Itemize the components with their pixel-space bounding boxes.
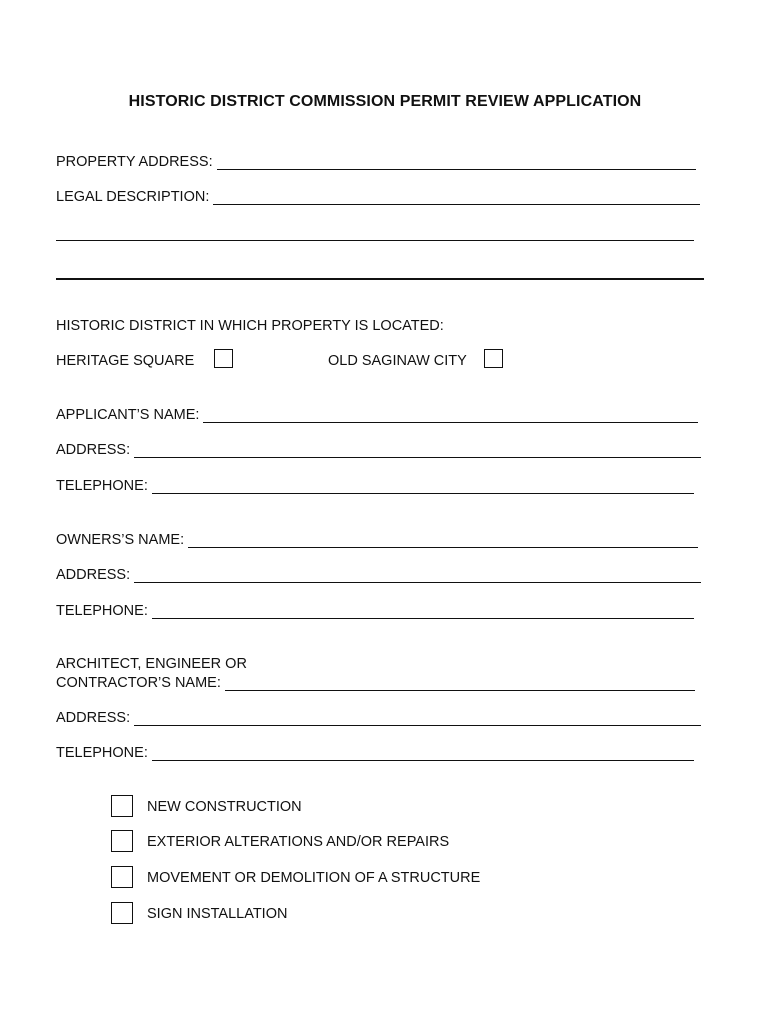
- owner-telephone-field[interactable]: [152, 606, 694, 619]
- owner-name-field[interactable]: [188, 535, 698, 548]
- applicant-address-field[interactable]: [134, 445, 701, 458]
- owner-address-field[interactable]: [134, 570, 701, 583]
- applicant-telephone-label: TELEPHONE:: [56, 478, 148, 494]
- heritage-square-checkbox[interactable]: [214, 349, 233, 368]
- architect-telephone-field[interactable]: [152, 748, 694, 761]
- applicant-address-label: ADDRESS:: [56, 442, 131, 458]
- sign-installation-label: SIGN INSTALLATION: [147, 906, 288, 922]
- architect-address-row: [56, 710, 701, 726]
- architect-name-label: CONTRACTOR’S NAME:: [56, 675, 221, 691]
- architect-telephone-label: TELEPHONE:: [56, 745, 148, 761]
- applicant-address-row: [56, 442, 701, 458]
- owner-name-label: OWNERS’S NAME:: [56, 532, 185, 548]
- old-saginaw-city-checkbox[interactable]: [484, 349, 503, 368]
- sign-installation-checkbox[interactable]: [111, 902, 133, 924]
- old-saginaw-city-label: OLD SAGINAW CITY: [328, 353, 467, 369]
- heritage-square-label: HERITAGE SQUARE: [56, 353, 195, 369]
- architect-name-field[interactable]: [225, 678, 695, 691]
- owner-address-row: [56, 567, 701, 583]
- owner-address-label: ADDRESS:: [56, 567, 131, 583]
- property-address-field[interactable]: [217, 157, 696, 170]
- architect-address-field[interactable]: [134, 713, 701, 726]
- form-title: HISTORIC DISTRICT COMMISSION PERMIT REVIEW APPLICATION: [128, 93, 642, 110]
- exterior-alterations-checkbox[interactable]: [111, 830, 133, 852]
- architect-name-row: [56, 675, 695, 691]
- applicant-name-field[interactable]: [203, 410, 698, 423]
- applicant-name-row: [56, 407, 698, 423]
- movement-demolition-checkbox[interactable]: [111, 866, 133, 888]
- section-divider: [56, 278, 704, 280]
- architect-telephone-row: [56, 745, 694, 761]
- new-construction-checkbox[interactable]: [111, 795, 133, 817]
- property-address-row: [56, 154, 696, 170]
- applicant-telephone-row: [56, 478, 694, 494]
- applicant-telephone-field[interactable]: [152, 481, 694, 494]
- owner-telephone-label: TELEPHONE:: [56, 603, 148, 619]
- movement-demolition-label: MOVEMENT OR DEMOLITION OF A STRUCTURE: [147, 870, 481, 886]
- property-address-label: PROPERTY ADDRESS:: [56, 154, 213, 170]
- legal-description-field[interactable]: [213, 192, 700, 205]
- applicant-name-label: APPLICANT’S NAME:: [56, 407, 200, 423]
- owner-telephone-row: [56, 603, 694, 619]
- district-heading: HISTORIC DISTRICT IN WHICH PROPERTY IS LOCATED:: [56, 318, 444, 334]
- exterior-alterations-label: EXTERIOR ALTERATIONS AND/OR REPAIRS: [147, 834, 450, 850]
- new-construction-label: NEW CONSTRUCTION: [147, 799, 302, 815]
- legal-description-row: [56, 189, 700, 205]
- legal-description-field-line2[interactable]: [56, 240, 694, 241]
- legal-description-label: LEGAL DESCRIPTION:: [56, 189, 210, 205]
- architect-label-line1: ARCHITECT, ENGINEER OR: [56, 656, 247, 672]
- owner-name-row: [56, 532, 698, 548]
- architect-address-label: ADDRESS:: [56, 710, 131, 726]
